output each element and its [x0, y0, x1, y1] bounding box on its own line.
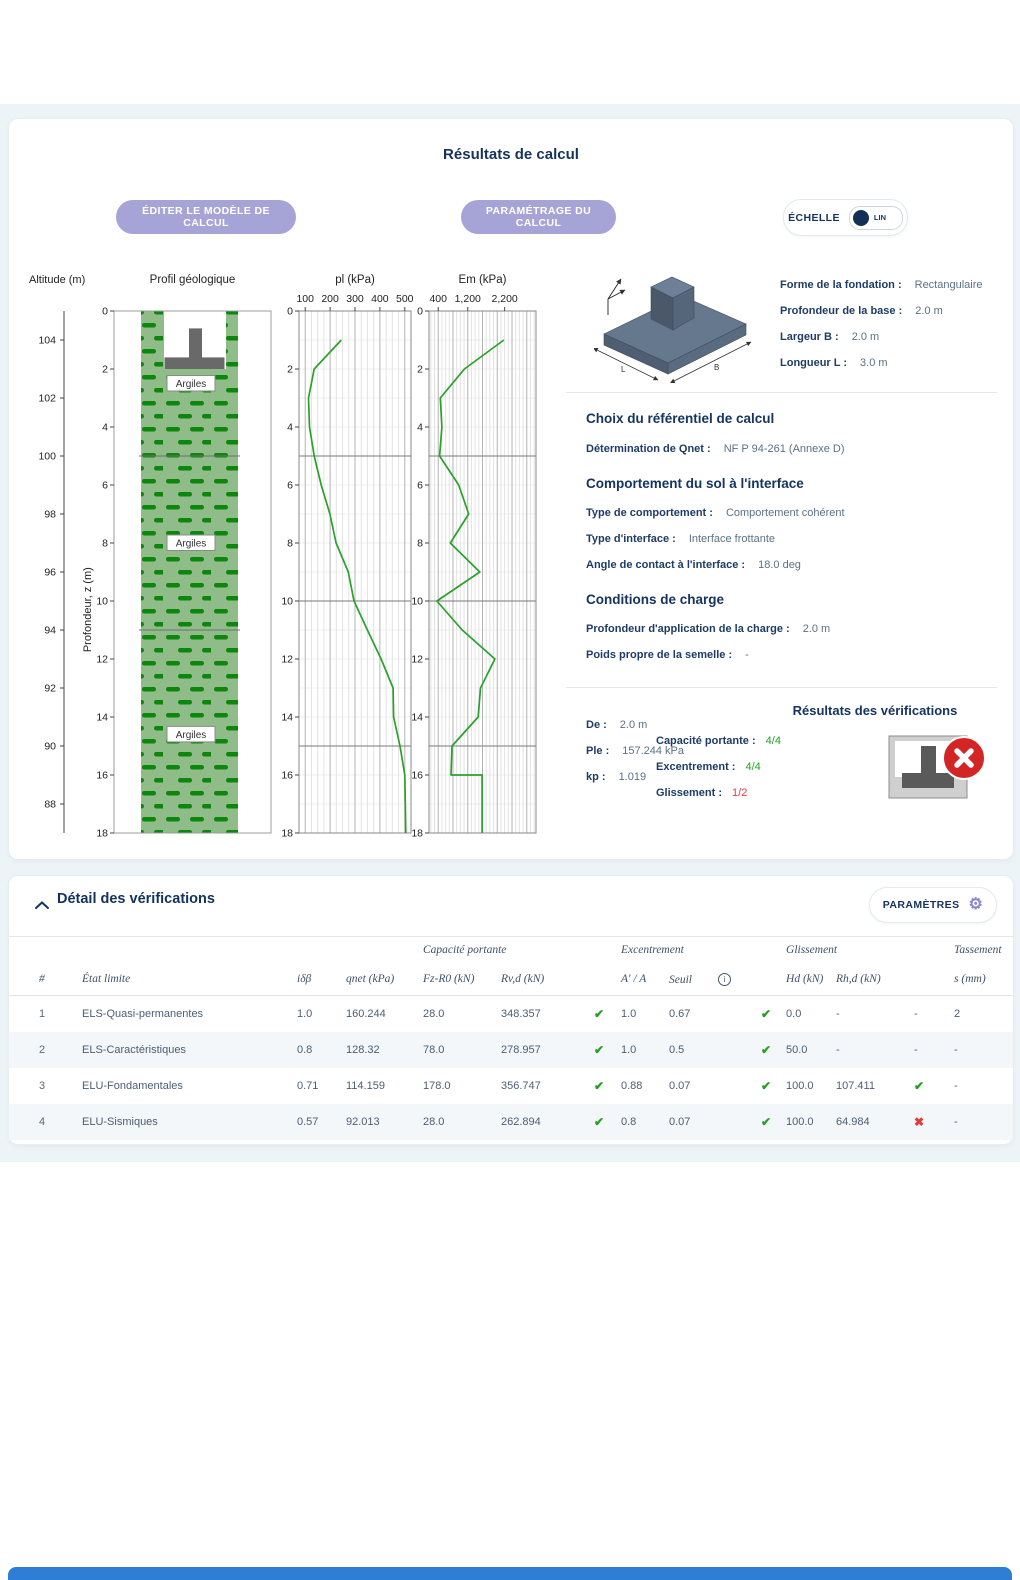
group-header-capacite: Capacité portante: [423, 944, 507, 956]
cell-seuil: 0.07: [669, 1116, 691, 1128]
info-row: [780, 272, 983, 298]
load-info: [586, 616, 830, 668]
verification-summary: [656, 728, 781, 806]
cell-rvd: 262.894: [501, 1116, 541, 1128]
col-aa: A' / A: [621, 963, 669, 996]
svg-text:12: 12: [281, 653, 293, 666]
svg-text:Argiles: Argiles: [175, 729, 207, 741]
info-value: 1.019: [618, 771, 647, 783]
verification-label: Capacité portante :: [656, 735, 756, 747]
info-label: Poids propre de la semelle :: [586, 649, 733, 661]
svg-text:14: 14: [96, 711, 108, 724]
verification-value: 1/2: [732, 787, 748, 799]
cell-s: 2: [954, 1008, 961, 1020]
svg-text:4: 4: [417, 421, 423, 434]
cell-n: 3: [39, 1080, 46, 1092]
cell-rhd: 107.411: [836, 1080, 875, 1092]
svg-text:94: 94: [44, 624, 56, 637]
svg-text:pl (kPa): pl (kPa): [335, 274, 375, 286]
info-label: Largeur B :: [780, 331, 839, 343]
soil-profile-charts: [19, 267, 564, 847]
col-etat-limite: État limite: [82, 963, 297, 996]
collapse-chevron-icon[interactable]: [34, 897, 50, 915]
svg-text:8: 8: [287, 537, 293, 550]
check-pass-icon: ✔: [761, 1007, 772, 1021]
cell-rvd: 356.747: [501, 1080, 541, 1092]
group-header-tassement: Tassement: [954, 944, 1002, 956]
cell-c1: [594, 1068, 621, 1104]
svg-text:0: 0: [417, 305, 423, 318]
check-pass-icon: ✔: [761, 1115, 772, 1129]
section-heading-load: Conditions de charge: [586, 592, 725, 607]
reference-info: [586, 436, 845, 462]
info-icon[interactable]: i: [718, 973, 731, 986]
cell-idb: 1.0: [297, 1008, 313, 1020]
section-heading-interface: Comportement du sol à l'interface: [586, 476, 804, 491]
svg-text:96: 96: [44, 566, 56, 579]
svg-text:Em (kPa): Em (kPa): [458, 274, 507, 286]
svg-text:88: 88: [44, 798, 56, 811]
check-pass-icon: ✔: [914, 1079, 925, 1093]
col-qnet: qnet (kPa): [346, 963, 423, 996]
check-fail-icon: ✖: [914, 1115, 925, 1129]
page-title: Résultats de calcul: [443, 146, 579, 163]
edit-model-button[interactable]: ÉDITER LE MODÈLE DE CALCUL: [116, 200, 296, 234]
svg-text:12: 12: [96, 653, 108, 666]
info-row: [780, 298, 983, 324]
cell-seuil: 0.07: [669, 1080, 691, 1092]
info-row: [586, 500, 845, 526]
info-value: Interface frottante: [688, 533, 776, 545]
group-header-excentrement: Excentrement: [621, 944, 684, 956]
svg-text:10: 10: [411, 595, 423, 608]
info-value: Rectangulaire: [914, 279, 983, 291]
info-row: [586, 526, 845, 552]
info-label: Type d'interface :: [586, 533, 676, 545]
svg-text:8: 8: [102, 537, 108, 550]
cell-fz: 28.0: [423, 1116, 445, 1128]
cell-rvd: 278.957: [501, 1044, 541, 1056]
cell-idb: 0.8: [297, 1044, 313, 1056]
cell-hd: 100.0: [786, 1080, 814, 1092]
info-label: kp :: [586, 771, 606, 783]
info-label: Profondeur d'application de la charge :: [586, 623, 790, 635]
cell-rhd: 64.984: [836, 1116, 870, 1128]
cell-rhd: -: [836, 1044, 840, 1056]
info-label: Profondeur de la base :: [780, 305, 903, 317]
info-value: 2.0 m: [802, 623, 831, 635]
svg-text:2: 2: [287, 363, 293, 376]
check-pass-icon: ✔: [594, 1079, 605, 1093]
info-row: [586, 642, 830, 668]
info-value: -: [745, 649, 749, 661]
verification-value: 4/4: [765, 735, 781, 747]
svg-text:400: 400: [371, 293, 389, 305]
cell-seuil: 0.67: [669, 1008, 691, 1020]
foundation-info: [780, 272, 983, 376]
svg-text:102: 102: [38, 392, 56, 405]
table-row: [9, 1104, 1013, 1140]
verification-table: [9, 936, 1013, 1140]
table-row: [9, 996, 1013, 1033]
footing-glyph: [921, 746, 936, 775]
col-seuil: Seuil i: [669, 963, 761, 996]
cell-n: 4: [39, 1116, 46, 1128]
col-rvd: Rv,d (kN): [501, 963, 594, 996]
info-value: 157.244 kPa: [622, 745, 685, 757]
svg-text:10: 10: [281, 595, 293, 608]
info-row: [586, 616, 830, 642]
divider: [566, 687, 997, 688]
info-value: 18.0 deg: [758, 559, 801, 571]
col-s: s (mm): [954, 963, 1013, 996]
toggle-knob-icon: [853, 210, 869, 226]
svg-text:Argiles: Argiles: [175, 538, 207, 550]
section-heading-reference: Choix du référentiel de calcul: [586, 411, 775, 426]
cell-c3: [914, 1104, 954, 1140]
verification-label: Excentrement :: [656, 761, 736, 773]
info-label: Type de comportement :: [586, 507, 713, 519]
gear-icon: ⚙: [968, 896, 984, 913]
svg-text:104: 104: [38, 334, 56, 347]
info-label: Ple :: [586, 745, 610, 757]
cell-idb: 0.71: [297, 1080, 319, 1092]
scale-mode-value: LIN: [873, 213, 886, 222]
cell-s: -: [954, 1044, 958, 1056]
verification-summary-heading: Résultats des vérifications: [792, 703, 958, 718]
cell-qnet: 128.32: [346, 1044, 380, 1056]
check-pass-icon: ✔: [594, 1115, 605, 1129]
svg-text:400: 400: [429, 293, 447, 305]
verification-thumbnail: [887, 728, 995, 806]
group-header-glissement: Glissement: [786, 944, 838, 956]
cell-c3: -: [914, 1044, 918, 1056]
col-idb: iδβ: [297, 963, 346, 996]
cell-aa: 0.8: [621, 1116, 637, 1128]
cell-n: 2: [39, 1044, 46, 1056]
svg-text:6: 6: [102, 479, 108, 492]
svg-text:90: 90: [44, 740, 56, 753]
cell-c1: [594, 996, 621, 1033]
info-value: NF P 94-261 (Annexe D): [723, 443, 845, 455]
svg-text:2: 2: [417, 363, 423, 376]
cell-s: -: [954, 1080, 958, 1092]
svg-text:100: 100: [38, 450, 56, 463]
svg-text:6: 6: [287, 479, 293, 492]
svg-text:14: 14: [281, 711, 293, 724]
cell-fz: 178.0: [423, 1080, 451, 1092]
foundation-3d-sketch: [594, 271, 759, 391]
svg-text:98: 98: [44, 508, 56, 521]
svg-text:1,200: 1,200: [454, 293, 481, 305]
cell-s: -: [954, 1116, 958, 1128]
cell-seuil: 0.5: [669, 1044, 685, 1056]
info-label: Longueur L :: [780, 357, 848, 369]
cell-c2: [761, 1032, 786, 1068]
info-label: Détermination de Qnet :: [586, 443, 711, 455]
svg-text:8: 8: [417, 537, 423, 550]
cell-rvd: 348.357: [501, 1008, 541, 1020]
check-pass-icon: ✔: [594, 1007, 605, 1021]
svg-text:300: 300: [346, 293, 364, 305]
info-label: Angle de contact à l'interface :: [586, 559, 746, 571]
info-row: [586, 552, 845, 578]
cell-etat: ELU-Fondamentales: [82, 1080, 183, 1092]
svg-text:92: 92: [44, 682, 56, 695]
info-value: 2.0 m: [619, 719, 648, 731]
svg-text:12: 12: [411, 653, 423, 666]
parameters-button[interactable]: [869, 887, 997, 923]
cell-qnet: 92.013: [346, 1116, 380, 1128]
table-group-header-row: [9, 937, 1013, 964]
svg-text:2: 2: [102, 363, 108, 376]
interface-info: [586, 500, 845, 578]
svg-text:4: 4: [287, 421, 293, 434]
svg-text:Argiles: Argiles: [175, 379, 207, 390]
scale-control[interactable]: [783, 199, 908, 236]
svg-text:16: 16: [281, 769, 293, 782]
check-pass-icon: ✔: [761, 1043, 772, 1057]
svg-text:0: 0: [102, 305, 108, 318]
verification-value: 4/4: [745, 761, 761, 773]
verification-row: [656, 728, 781, 754]
svg-text:Profil géologique: Profil géologique: [149, 274, 236, 286]
cell-fz: 78.0: [423, 1044, 445, 1056]
cell-c3: -: [914, 1008, 918, 1020]
results-card: [8, 118, 1014, 860]
info-value: Comportement cohérent: [725, 507, 845, 519]
bottom-bar: [8, 1567, 1012, 1580]
cell-hd: 100.0: [786, 1116, 814, 1128]
table-column-header-row: [9, 963, 1013, 996]
svg-text:18: 18: [96, 827, 108, 840]
svg-text:Profondeur, z (m): Profondeur, z (m): [82, 567, 94, 653]
svg-text:14: 14: [411, 711, 423, 724]
cell-aa: 0.88: [621, 1080, 643, 1092]
svg-text:4: 4: [102, 421, 108, 434]
table-row: [9, 1068, 1013, 1104]
info-value: 2.0 m: [915, 305, 943, 317]
col-hd: Hd (kN): [786, 963, 836, 996]
info-value: 2.0 m: [851, 331, 880, 343]
cell-c2: [761, 1068, 786, 1104]
cell-c3: [914, 1068, 954, 1104]
cell-qnet: 114.159: [346, 1080, 385, 1092]
cell-etat: ELU-Sismiques: [82, 1116, 158, 1128]
info-row: [780, 324, 983, 350]
svg-text:10: 10: [96, 595, 108, 608]
cell-hd: 50.0: [786, 1044, 808, 1056]
details-card: [8, 875, 1014, 1145]
cell-c1: [594, 1104, 621, 1140]
svg-text:Altitude (m): Altitude (m): [29, 274, 86, 286]
divider: [566, 392, 997, 393]
details-heading: Détail des vérifications: [57, 891, 215, 907]
svg-text:100: 100: [296, 293, 314, 305]
cell-etat: ELS-Caractéristiques: [82, 1044, 186, 1056]
cell-idb: 0.57: [297, 1116, 319, 1128]
verification-row: [656, 754, 781, 780]
svg-text:18: 18: [411, 827, 423, 840]
svg-text:18: 18: [281, 827, 293, 840]
svg-text:500: 500: [396, 293, 414, 305]
verification-label: Glissement :: [656, 787, 723, 799]
svg-text:2,200: 2,200: [491, 293, 518, 305]
info-row: [586, 436, 845, 462]
info-row: [780, 350, 983, 376]
calc-settings-button[interactable]: PARAMÉTRAGE DU CALCUL: [461, 200, 616, 234]
info-value: 3.0 m: [860, 357, 888, 369]
cell-hd: 0.0: [786, 1008, 802, 1020]
parameters-button-label: PARAMÈTRES: [882, 899, 960, 911]
info-label: Forme de la fondation :: [780, 279, 902, 291]
svg-text:6: 6: [417, 479, 423, 492]
info-label: De :: [586, 719, 607, 731]
col-fz: Fz-R0 (kN): [423, 963, 501, 996]
svg-text:16: 16: [411, 769, 423, 782]
check-pass-icon: ✔: [594, 1043, 605, 1057]
dimension-B-label: B: [714, 363, 720, 372]
scale-toggle[interactable]: [849, 206, 903, 230]
cell-aa: 1.0: [621, 1044, 637, 1056]
col-num: #: [9, 963, 82, 996]
cell-n: 1: [39, 1008, 46, 1020]
cell-qnet: 160.244: [346, 1008, 386, 1020]
dimension-L-label: L: [621, 365, 626, 374]
cell-c2: [761, 1104, 786, 1140]
svg-text:0: 0: [287, 305, 293, 318]
cell-etat: ELS-Quasi-permanentes: [82, 1008, 204, 1020]
col-rhd: Rh,d (kN): [836, 963, 914, 996]
svg-text:16: 16: [96, 769, 108, 782]
verification-row: [656, 780, 781, 806]
cell-aa: 1.0: [621, 1008, 637, 1020]
scale-label: ÉCHELLE: [788, 211, 840, 224]
table-row: [9, 1032, 1013, 1068]
cell-fz: 28.0: [423, 1008, 445, 1020]
cell-c1: [594, 1032, 621, 1068]
cell-rhd: -: [836, 1008, 840, 1020]
check-pass-icon: ✔: [761, 1079, 772, 1093]
cell-c2: [761, 996, 786, 1033]
svg-text:200: 200: [321, 293, 339, 305]
